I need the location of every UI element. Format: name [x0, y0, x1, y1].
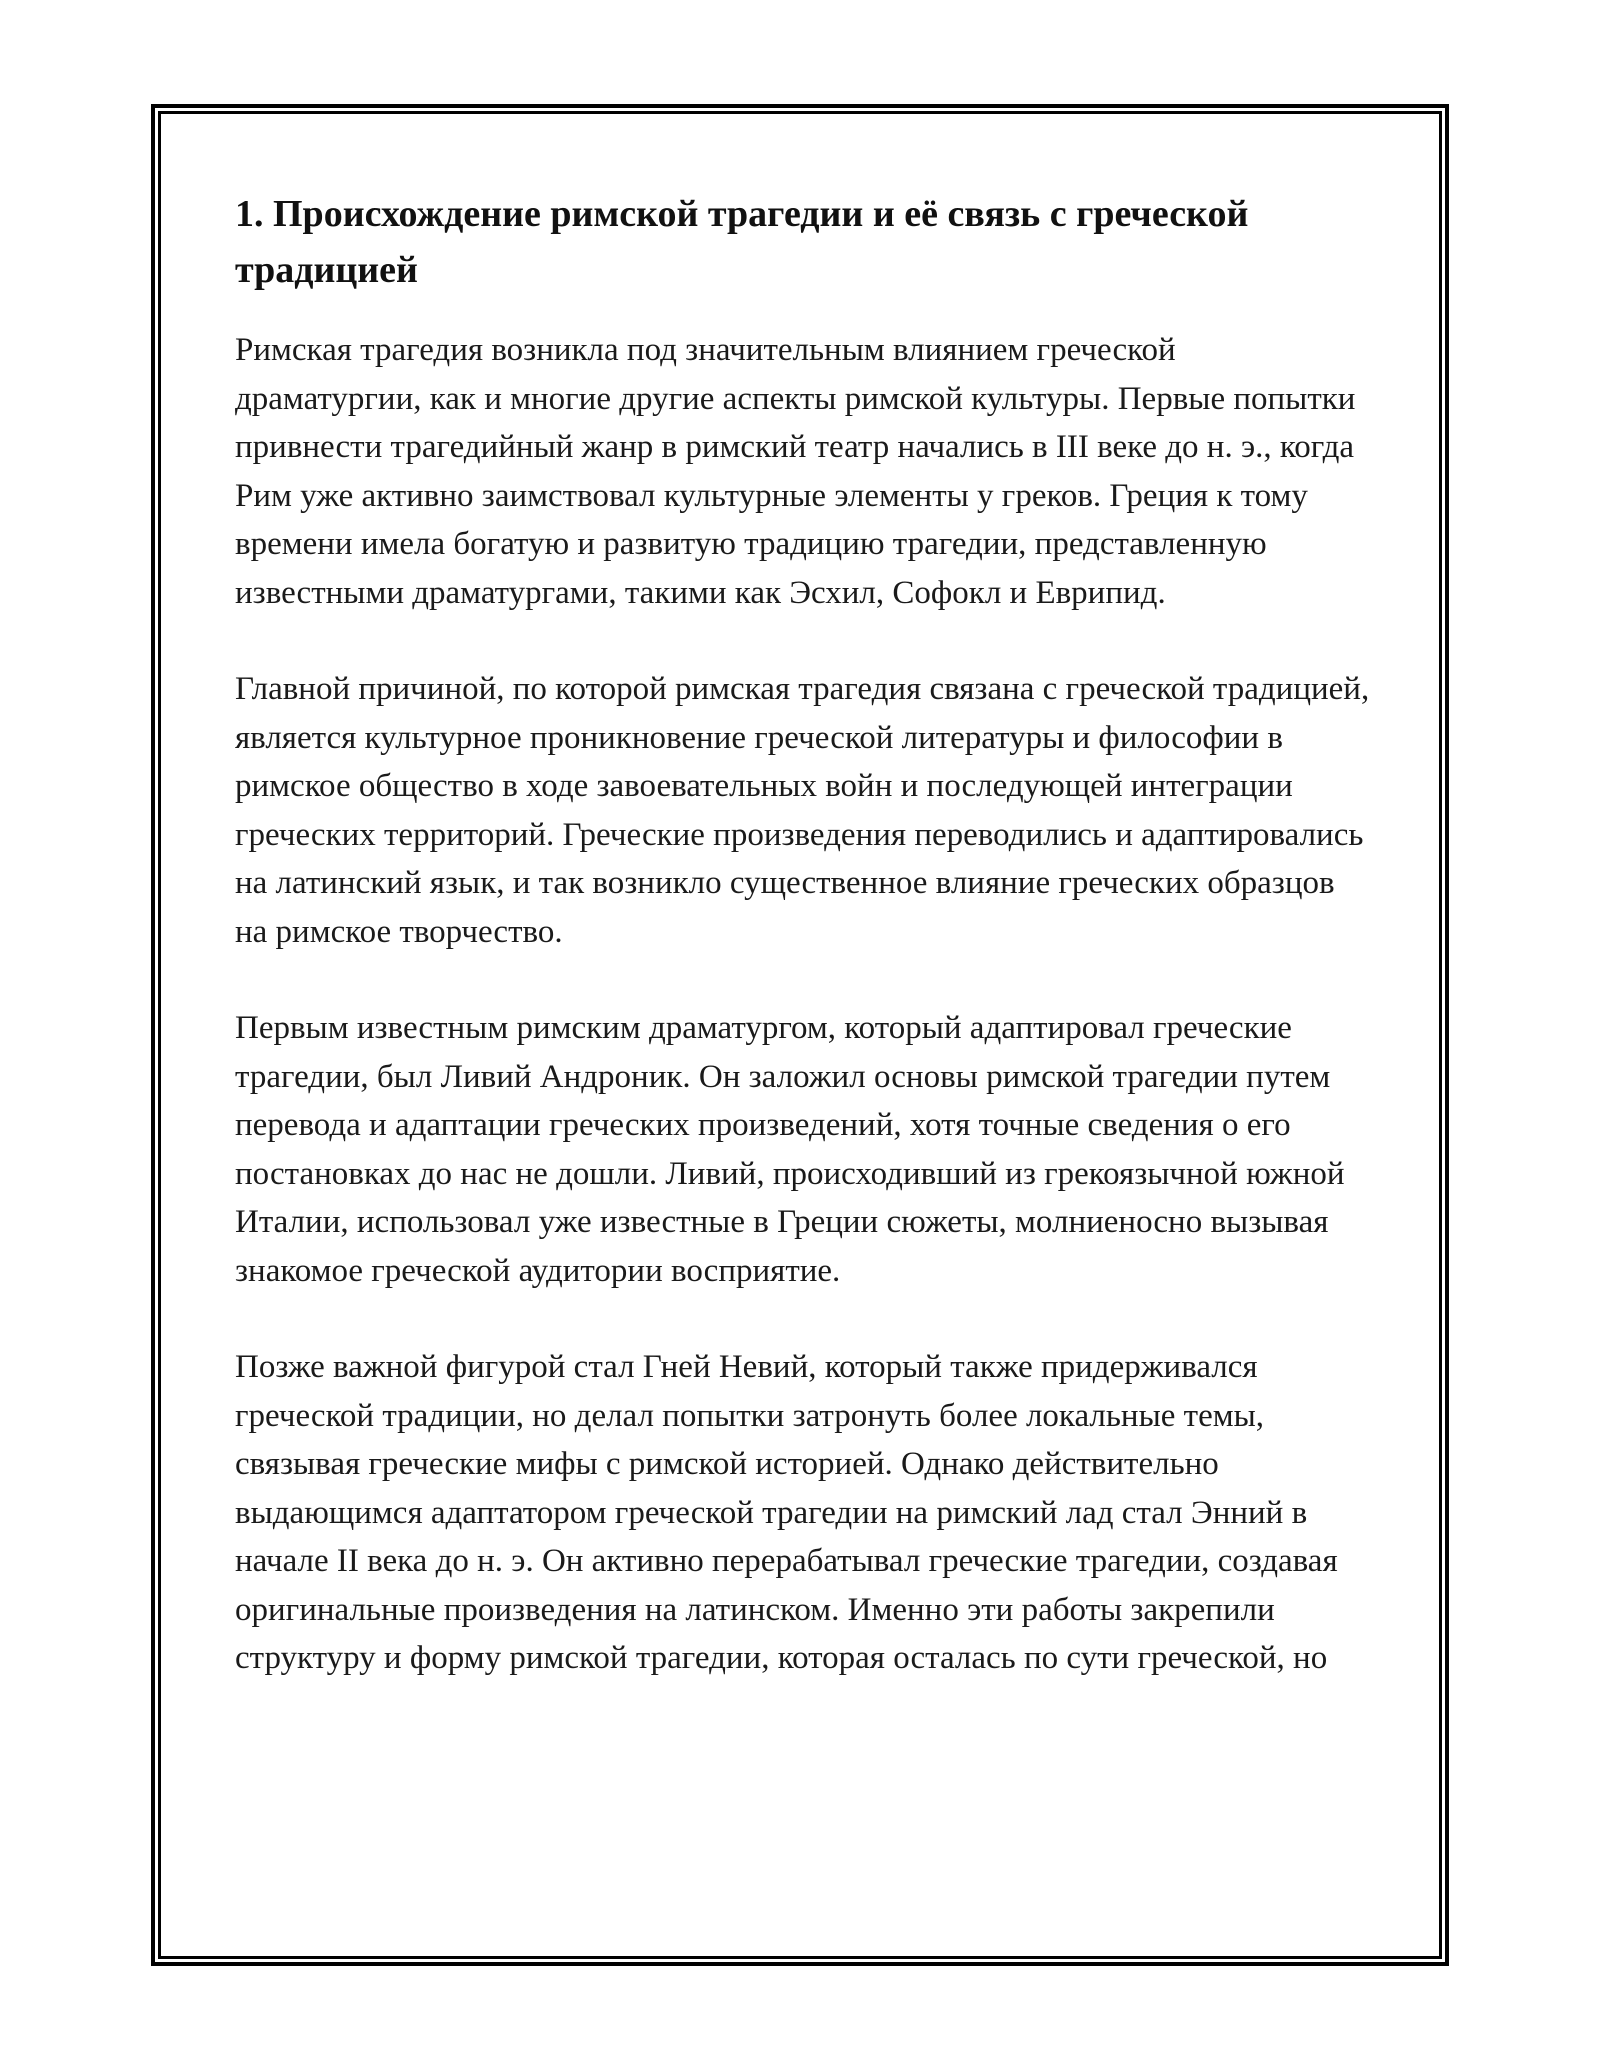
paragraph-3: Первым известным римским драматургом, который адаптировал греческие трагедии, был Ливий Андроник. Он заложил основы римской трагедии путем перевода и адаптации греческих произведений, хотя точные сведения о его постановках до нас не дошли. Ливий, происходивший из грекоязычной южной Италии, использовал уже известные в Греции сюжеты, молниеносно вызывая знакомое греческой аудитории восприятие. — [235, 1010, 1345, 1289]
paragraph-4: Позже важной фигурой стал Гней Невий, который также придерживался греческой традиции, но делал попытки затронуть более локальные темы, связывая греческие мифы с римской историей. Однако действительно выдающимся адаптатором греческой трагедии на римский лад стал Энний в начале II века до н. э. Он активно перерабатывал греческие трагедии, создавая оригинальные произведения на латинском. Именно эти работы закрепили структуру и форму римской трагедии, которая осталась по сути греческой, но — [235, 1349, 1338, 1676]
paragraph-2: Главной причиной, по которой римская трагедия связана с греческой традицией, является культурное проникновение греческой литературы и философии в римское общество в ходе завоевательных войн и последующей интеграции греческих территорий. Греческие произведения переводились и адаптировались на латинский язык, и так возникло существенное влияние греческих образцов на римское творчество. — [235, 671, 1370, 950]
section-heading: 1. Происхождение римской трагедии и её связь с греческой традицией — [235, 193, 1249, 291]
document-body — [235, 186, 1370, 1731]
paragraph-1: Римская трагедия возникла под значительным влиянием греческой драматургии, как и многие другие аспекты римской культуры. Первые попытки привнести трагедийный жанр в римский театр начались в III веке до н. э., когда Рим уже активно заимствовал культурные элементы у греков. Греция к тому времени имела богатую и развитую традицию трагедии, представленную известными драматургами, такими как Эсхил, Софокл и Еврипид. — [235, 332, 1356, 611]
